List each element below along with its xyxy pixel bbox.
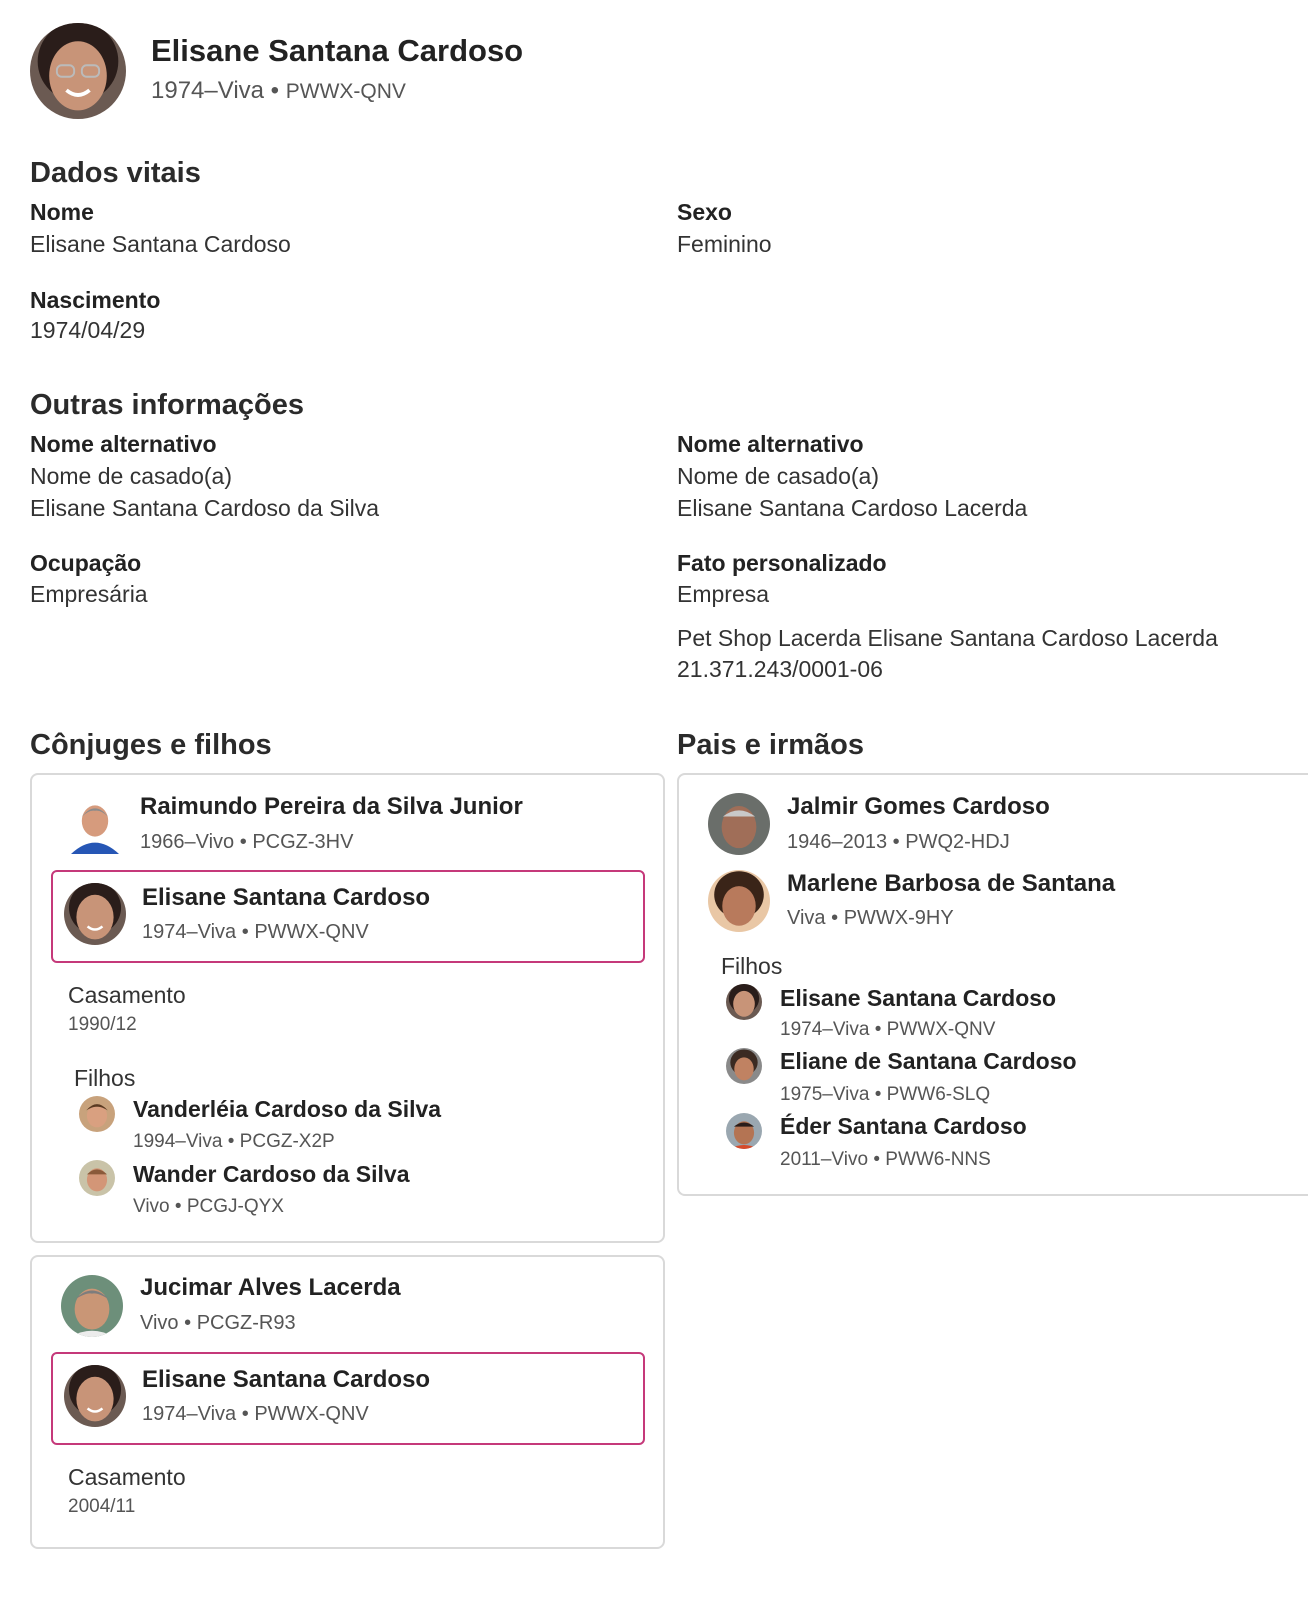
family-card-1 (30, 773, 665, 1243)
family-card-2 (30, 1255, 665, 1549)
mother-meta (787, 907, 954, 930)
sibling-pid: PWW6-SLQ (886, 1084, 991, 1105)
occupation-value: Empresária (30, 581, 148, 607)
separator-dot: • (227, 1131, 235, 1152)
child-name-link[interactable]: Vanderléia Cardoso da Silva (133, 1096, 442, 1122)
self-meta (142, 1403, 369, 1426)
avatar[interactable] (726, 984, 762, 1020)
avatar[interactable] (61, 1275, 123, 1337)
marriage-label: Casamento (68, 982, 186, 1008)
children-label: Filhos (74, 1065, 136, 1091)
spouse-lifespan: Vivo (140, 1312, 179, 1334)
self-name: Elisane Santana Cardoso (142, 1366, 431, 1393)
spouse-meta (140, 831, 353, 854)
self-name: Elisane Santana Cardoso (142, 884, 431, 911)
avatar[interactable] (79, 1096, 115, 1132)
vital-section-title: Dados vitais (30, 157, 201, 189)
profile-meta (151, 77, 406, 105)
child-lifespan: Vivo (133, 1196, 170, 1217)
alt-name-type-1: Nome de casado(a) (30, 463, 232, 489)
sex-value: Feminino (677, 231, 772, 257)
child-pid: PCGZ-X2P (239, 1131, 335, 1152)
sibling-name-link[interactable]: Éder Santana Cardoso (780, 1113, 1027, 1139)
parents-section-title: Pais e irmãos (677, 729, 864, 761)
alt-name-value-2: Elisane Santana Cardoso Lacerda (677, 495, 1028, 521)
parents-card (677, 773, 1308, 1196)
child-name-link[interactable]: Wander Cardoso da Silva (133, 1161, 410, 1187)
marriage-date: 2004/11 (68, 1496, 136, 1517)
custom-fact-label: Fato personalizado (677, 550, 887, 576)
alt-name-label-1: Nome alternativo (30, 431, 217, 457)
spouse-pid: PCGZ-3HV (252, 831, 354, 853)
avatar[interactable] (726, 1048, 762, 1084)
avatar (64, 1365, 126, 1427)
separator-dot: • (874, 1084, 882, 1105)
spouses-section-title: Cônjuges e filhos (30, 729, 272, 761)
spouse-name-link[interactable]: Raimundo Pereira da Silva Junior (140, 793, 523, 820)
separator-dot: • (174, 1196, 182, 1217)
self-lifespan: 1974–Viva (142, 921, 237, 943)
separator-dot: • (241, 921, 249, 943)
father-meta (787, 831, 1010, 854)
spouse-meta (140, 1312, 296, 1335)
custom-fact-type: Empresa (677, 581, 770, 607)
self-pid: PWWX-QNV (254, 921, 369, 943)
sibling-lifespan: 1975–Viva (780, 1084, 870, 1105)
sibling-pid: PWW6-NNS (885, 1149, 991, 1170)
separator-dot: • (873, 1149, 880, 1170)
self-lifespan: 1974–Viva (142, 1403, 237, 1425)
marriage-date: 1990/12 (68, 1014, 137, 1035)
child-lifespan: 1994–Viva (133, 1131, 223, 1152)
separator-dot: • (239, 831, 247, 853)
avatar[interactable] (708, 793, 770, 855)
name-value: Elisane Santana Cardoso (30, 231, 291, 257)
father-pid: PWQ2-HDJ (905, 831, 1010, 853)
father-lifespan: 1946–2013 (787, 831, 888, 853)
separator-dot: • (892, 831, 900, 853)
selected-person-box[interactable] (51, 870, 645, 963)
child-pid: PCGJ-QYX (186, 1196, 284, 1217)
mother-name-link[interactable]: Marlene Barbosa de Santana (787, 870, 1116, 897)
other-section-title: Outras informações (30, 389, 304, 421)
sibling-meta (780, 1019, 995, 1041)
alt-name-label-2: Nome alternativo (677, 431, 864, 457)
child-meta (133, 1196, 284, 1218)
custom-fact-line-2: 21.371.243/0001-06 (677, 656, 883, 682)
profile-pid: PWWX-QNV (285, 80, 406, 103)
mother-lifespan: Viva (787, 907, 826, 929)
custom-fact-line-1: Pet Shop Lacerda Elisane Santana Cardoso Lacerda (677, 625, 1218, 651)
separator-dot: • (241, 1403, 249, 1425)
siblings-label: Filhos (721, 953, 783, 979)
separator-dot: • (184, 1312, 192, 1334)
birth-value: 1974/04/29 (30, 317, 146, 343)
father-name-link[interactable]: Jalmir Gomes Cardoso (787, 793, 1050, 820)
selected-person-box[interactable] (51, 1352, 645, 1445)
avatar[interactable] (65, 794, 125, 854)
mother-pid: PWWX-9HY (843, 907, 954, 929)
birth-label: Nascimento (30, 287, 161, 313)
separator-dot: • (270, 77, 280, 104)
sibling-name-link[interactable]: Elisane Santana Cardoso (780, 985, 1057, 1011)
spouse-pid: PCGZ-R93 (196, 1312, 296, 1334)
avatar[interactable] (79, 1160, 115, 1196)
alt-name-value-1: Elisane Santana Cardoso da Silva (30, 495, 380, 521)
alt-name-type-2: Nome de casado(a) (677, 463, 879, 489)
sibling-name-link[interactable]: Eliane de Santana Cardoso (780, 1048, 1077, 1074)
occupation-label: Ocupação (30, 550, 142, 576)
child-meta (133, 1131, 335, 1153)
self-pid: PWWX-QNV (254, 1403, 369, 1425)
sibling-meta (780, 1149, 991, 1171)
self-meta (142, 921, 369, 944)
spouse-lifespan: 1966–Vivo (140, 831, 235, 853)
marriage-label: Casamento (68, 1464, 186, 1490)
profile-avatar (30, 23, 126, 119)
name-label: Nome (30, 199, 94, 225)
avatar[interactable] (708, 870, 770, 932)
spouse-name-link[interactable]: Jucimar Alves Lacerda (140, 1274, 401, 1301)
sibling-lifespan: 2011–Vivo (780, 1149, 869, 1170)
sex-label: Sexo (677, 199, 732, 225)
profile-name: Elisane Santana Cardoso (151, 33, 524, 68)
sibling-lifespan: 1974–Viva (780, 1019, 870, 1040)
avatar (64, 883, 126, 945)
avatar[interactable] (726, 1113, 762, 1149)
sibling-pid: PWWX-QNV (886, 1019, 996, 1040)
separator-dot: • (874, 1019, 882, 1040)
profile-lifespan: 1974–Viva (151, 77, 264, 104)
separator-dot: • (831, 907, 839, 929)
sibling-meta (780, 1084, 990, 1106)
